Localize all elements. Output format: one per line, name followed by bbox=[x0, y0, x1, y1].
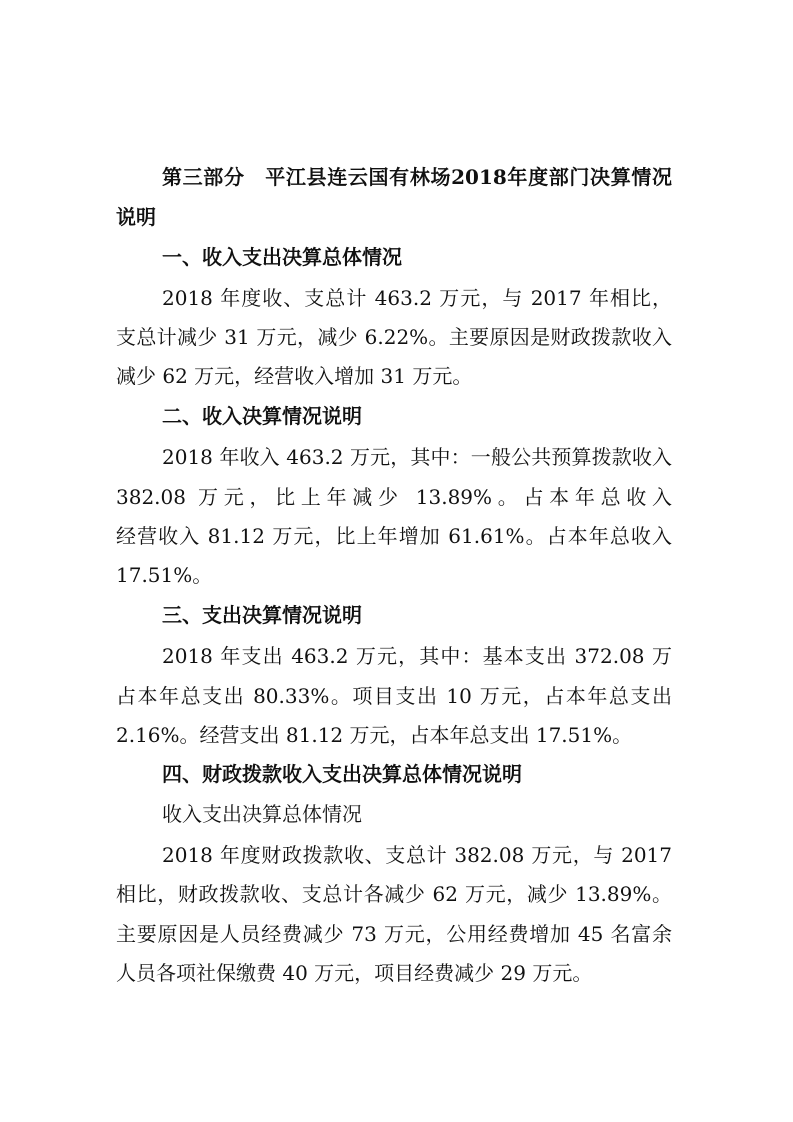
paragraph-line: 2018 年度财政拨款收、支总计 382.08 万元，与 2017 bbox=[162, 843, 672, 867]
section-heading: 一、收入支出决算总体情况 bbox=[162, 245, 402, 269]
paragraph-line: 主要原因是人员经费减少 73 万元，公用经费增加 45 名富余 bbox=[116, 922, 672, 946]
paragraph-line: 相比，财政拨款收、支总计各减少 62 万元，减少 13.89%。 bbox=[116, 882, 672, 906]
paragraph-line: 减少 62 万元，经营收入增加 31 万元。 bbox=[116, 364, 473, 388]
paragraph-line: 2018 年支出 463.2 万元，其中：基本支出 372.08 万 bbox=[162, 644, 672, 668]
section-subheading: 收入支出决算总体情况 bbox=[162, 802, 362, 826]
section-heading: 二、收入决算情况说明 bbox=[162, 404, 362, 428]
document-title-continued: 说明 bbox=[116, 205, 156, 229]
paragraph-line: 17.51%。 bbox=[116, 563, 213, 587]
section-heading: 四、财政拨款收入支出决算总体情况说明 bbox=[162, 762, 522, 786]
paragraph-line: 2018 年度收、支总计 463.2 万元，与 2017 年相比， bbox=[162, 286, 672, 310]
paragraph-line: 占本年总支出 80.33%。项目支出 10 万元，占本年总支出 bbox=[116, 684, 672, 708]
section-heading: 三、支出决算情况说明 bbox=[162, 603, 362, 627]
paragraph-line: 人员各项社保缴费 40 万元，项目经费减少 29 万元。 bbox=[116, 961, 593, 985]
document-title: 第三部分 平江县连云国有林场2018年度部门决算情况 bbox=[162, 165, 672, 189]
paragraph-line: 2018 年收入 463.2 万元，其中：一般公共预算拨款收入 bbox=[162, 445, 672, 469]
paragraph-line: 经营收入 81.12 万元，比上年增加 61.61%。占本年总收入 bbox=[116, 524, 672, 548]
paragraph-line: 2.16%。经营支出 81.12 万元，占本年总支出 17.51%。 bbox=[116, 723, 633, 747]
paragraph-line: 支总计减少 31 万元，减少 6.22%。主要原因是财政拨款收入 bbox=[116, 325, 672, 349]
paragraph-line: 382.08 万元，比上年减少 13.89%。占本年总收入 bbox=[116, 485, 672, 509]
